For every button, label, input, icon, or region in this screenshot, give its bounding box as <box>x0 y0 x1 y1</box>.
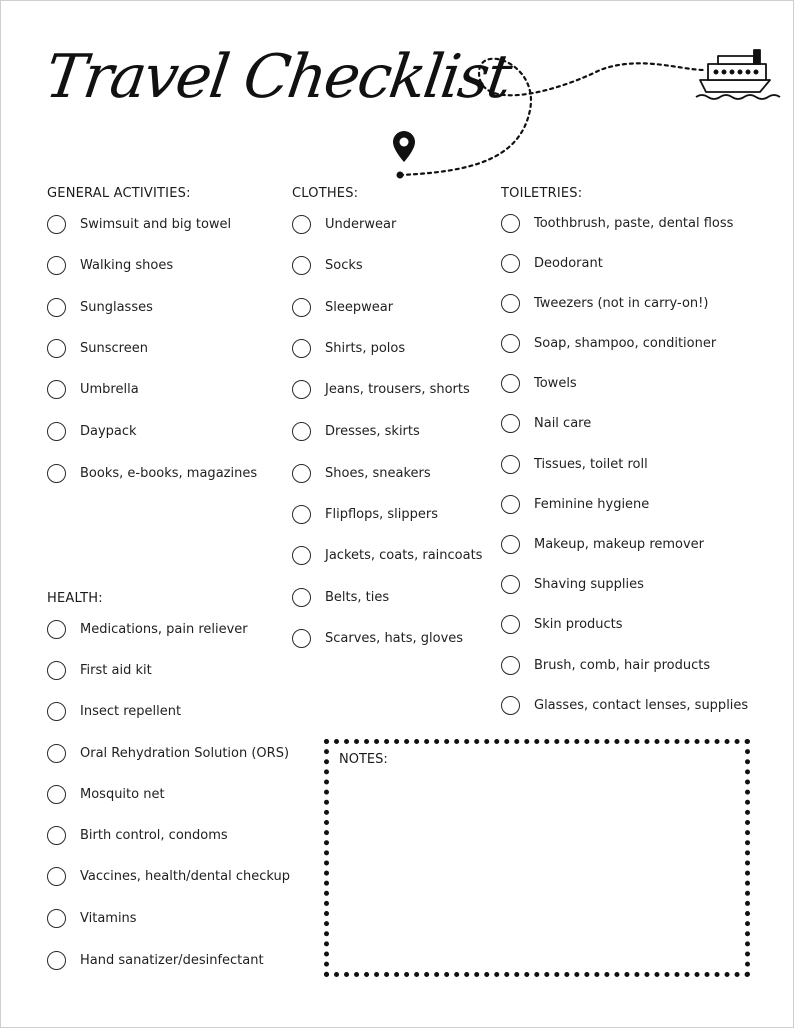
checklist-item[interactable]: Birth control, condoms <box>47 823 228 847</box>
checklist-item[interactable]: Walking shoes <box>47 253 173 277</box>
checkbox-circle[interactable] <box>292 215 311 234</box>
checkbox-circle[interactable] <box>47 661 66 680</box>
checkbox-circle[interactable] <box>501 495 520 514</box>
checkbox-circle[interactable] <box>501 294 520 313</box>
notes-box[interactable] <box>324 739 750 977</box>
checklist-item[interactable]: Swimsuit and big towel <box>47 212 231 236</box>
checklist-item[interactable]: Insect repellent <box>47 699 181 723</box>
checklist-item[interactable]: Medications, pain reliever <box>47 617 248 641</box>
checkbox-circle[interactable] <box>292 380 311 399</box>
checklist-item[interactable]: Jackets, coats, raincoats <box>292 543 482 567</box>
checklist-item[interactable]: Mosquito net <box>47 782 165 806</box>
notes-label: NOTES: <box>339 752 388 767</box>
dotted-route-line <box>400 59 705 175</box>
checklist-item[interactable]: Belts, ties <box>292 585 389 609</box>
checklist-item[interactable]: Shaving supplies <box>501 572 644 596</box>
checkbox-circle[interactable] <box>47 464 66 483</box>
checklist-item[interactable]: Daypack <box>47 419 137 443</box>
checkbox-circle[interactable] <box>292 339 311 358</box>
checkbox-circle[interactable] <box>47 215 66 234</box>
checkbox-circle[interactable] <box>292 256 311 275</box>
checklist-item[interactable]: Jeans, trousers, shorts <box>292 377 470 401</box>
checklist-item[interactable]: Socks <box>292 253 363 277</box>
checklist-item[interactable]: Sleepwear <box>292 295 393 319</box>
checklist-item[interactable]: Towels <box>501 371 577 395</box>
checklist-item[interactable]: Glasses, contact lenses, supplies <box>501 693 748 717</box>
checkbox-circle[interactable] <box>501 656 520 675</box>
checkbox-circle[interactable] <box>47 909 66 928</box>
route-start-dot <box>397 172 404 179</box>
checkbox-circle[interactable] <box>47 744 66 763</box>
checklist-item[interactable]: Dresses, skirts <box>292 419 420 443</box>
checklist-item[interactable]: Shirts, polos <box>292 336 405 360</box>
checkbox-circle[interactable] <box>47 298 66 317</box>
checklist-item[interactable]: Scarves, hats, gloves <box>292 626 463 650</box>
checkbox-circle[interactable] <box>292 588 311 607</box>
checklist-item[interactable]: Flipflops, slippers <box>292 502 438 526</box>
toiletries-heading: TOILETRIES: <box>501 186 583 201</box>
checklist-item[interactable]: Nail care <box>501 411 591 435</box>
travel-route-illustration <box>0 0 794 200</box>
checkbox-circle[interactable] <box>501 254 520 273</box>
checklist-item[interactable]: Umbrella <box>47 377 139 401</box>
checklist-item[interactable]: Books, e-books, magazines <box>47 461 257 485</box>
checkbox-circle[interactable] <box>47 951 66 970</box>
checkbox-circle[interactable] <box>501 334 520 353</box>
checklist-item[interactable]: Deodorant <box>501 251 603 275</box>
checklist-item[interactable]: Vitamins <box>47 906 137 930</box>
checkbox-circle[interactable] <box>47 256 66 275</box>
checkbox-circle[interactable] <box>292 298 311 317</box>
checkbox-circle[interactable] <box>292 422 311 441</box>
checklist-item[interactable]: Skin products <box>501 612 623 636</box>
checkbox-circle[interactable] <box>47 702 66 721</box>
checklist-item[interactable]: Vaccines, health/dental checkup <box>47 864 290 888</box>
checklist-item[interactable]: Tissues, toilet roll <box>501 452 648 476</box>
checkbox-circle[interactable] <box>47 620 66 639</box>
checklist-item[interactable]: Feminine hygiene <box>501 492 649 516</box>
page-title: Travel Checklist <box>41 42 515 112</box>
checkbox-circle[interactable] <box>501 575 520 594</box>
checkbox-circle[interactable] <box>501 455 520 474</box>
checkbox-circle[interactable] <box>501 615 520 634</box>
checkbox-circle[interactable] <box>47 867 66 886</box>
checkbox-circle[interactable] <box>501 696 520 715</box>
checklist-item[interactable]: Toothbrush, paste, dental floss <box>501 211 733 235</box>
checkbox-circle[interactable] <box>292 505 311 524</box>
map-pin-icon <box>393 131 415 162</box>
checkbox-circle[interactable] <box>292 464 311 483</box>
checkbox-circle[interactable] <box>47 339 66 358</box>
checklist-item[interactable]: Hand sanatizer/desinfectant <box>47 948 264 972</box>
checklist-item[interactable]: Underwear <box>292 212 396 236</box>
checklist-item[interactable]: First aid kit <box>47 658 152 682</box>
general-activities-heading: GENERAL ACTIVITIES: <box>47 186 191 201</box>
checkbox-circle[interactable] <box>292 629 311 648</box>
checklist-item[interactable]: Oral Rehydration Solution (ORS) <box>47 741 289 765</box>
checkbox-circle[interactable] <box>292 546 311 565</box>
checkbox-circle[interactable] <box>47 380 66 399</box>
checkbox-circle[interactable] <box>47 785 66 804</box>
health-heading: HEALTH: <box>47 591 103 606</box>
checklist-item[interactable]: Makeup, makeup remover <box>501 532 704 556</box>
checkbox-circle[interactable] <box>47 826 66 845</box>
clothes-heading: CLOTHES: <box>292 186 359 201</box>
checklist-item[interactable]: Soap, shampoo, conditioner <box>501 331 716 355</box>
checklist-item[interactable]: Brush, comb, hair products <box>501 653 710 677</box>
checkbox-circle[interactable] <box>501 535 520 554</box>
checklist-item[interactable]: Sunscreen <box>47 336 148 360</box>
checkbox-circle[interactable] <box>501 374 520 393</box>
checklist-item[interactable]: Tweezers (not in carry-on!) <box>501 291 708 315</box>
checkbox-circle[interactable] <box>47 422 66 441</box>
ship-icon <box>696 50 780 99</box>
checkbox-circle[interactable] <box>501 214 520 233</box>
checklist-item[interactable]: Sunglasses <box>47 295 153 319</box>
checkbox-circle[interactable] <box>501 414 520 433</box>
checklist-item[interactable]: Shoes, sneakers <box>292 461 431 485</box>
